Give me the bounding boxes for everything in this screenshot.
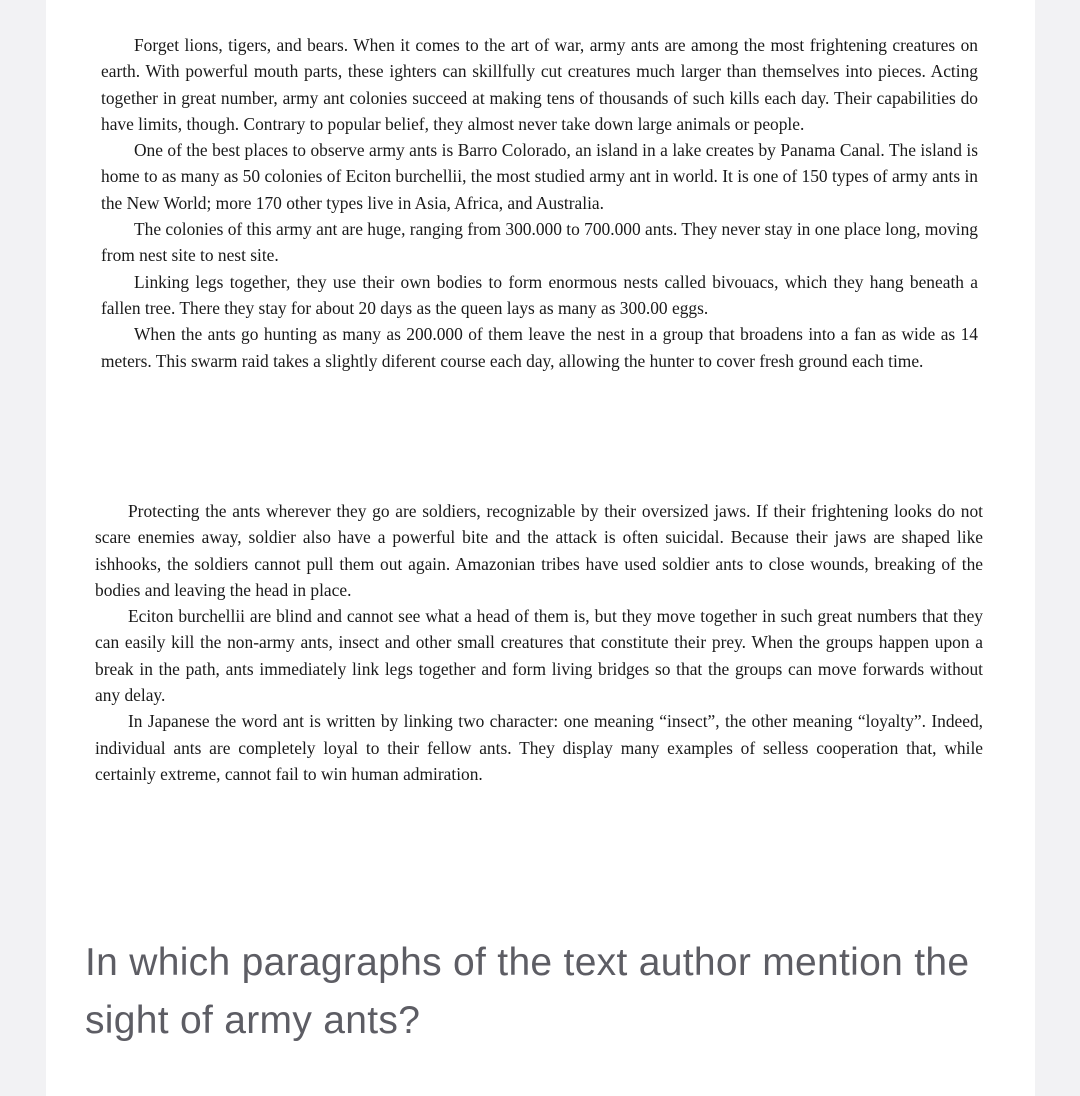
paragraph-8: In Japanese the word ant is written by linking two character: one meaning “insect”, the other meaning “loyalty”. Indeed, individual ants are completely loyal to their fellow ants. They display many examples of selless cooperation that, while certainly extreme, cannot fail to win human admiration.: [95, 711, 983, 784]
paragraph-1: Forget lions, tigers, and bears. When it comes to the art of war, army ants are among the most frightening creatures on earth. With powerful mouth parts, these ighters can skillfully cut creatures much larger than themselves into pieces. Acting together in great number, army ant colonies succeed at making tens of thousands of such kills each day. Their capabilities do have limits, though. Contrary to popular belief, they almost never take down large animals or people.: [101, 35, 978, 134]
paragraph-7: Eciton burchellii are blind and cannot see what a head of them is, but they move together in such great numbers that they can easily kill the non-army ants, insect and other small creatures that constitute their prey. When the groups happen upon a break in the path, ants immediately link legs together and form living bridges so that the groups can move forwards without any delay.: [95, 606, 983, 706]
paragraph-5: When the ants go hunting as many as 200.000 of them leave the nest in a group that broadens into a fan as wide as 14 meters. This swarm raid takes a slightly diferent course each day, allowing the hunter to cover fresh ground each time.: [101, 324, 978, 371]
paragraph-3: The colonies of this army ant are huge, ranging from 300.000 to 700.000 ants. They never stay in one place long, moving from nest site to nest site.: [101, 219, 978, 266]
paragraph-6: Protecting the ants wherever they go are soldiers, recognizable by their oversized jaws. If their frightening looks do not scare enemies away, soldier also have a powerful bite and the attack is often suicidal. Because their jaws are shaped like ishhooks, the soldiers cannot pull them out again. Amazonian tribes have used soldier ants to close wounds, breaking of the bodies and leaving the head in place.: [95, 501, 983, 600]
paragraph-4: Linking legs together, they use their own bodies to form enormous nests called bivouacs, which they hang beneath a fallen tree. There they stay for about 20 days as the queen lays as many as 300.00 eggs.: [101, 271, 978, 318]
document-text-bottom: [95, 498, 983, 787]
document-text-top: [101, 32, 978, 374]
question-text: In which paragraphs of the text author mention the sight of army ants?: [85, 941, 970, 1042]
paragraph-2: One of the best places to observe army ants is Barro Colorado, an island in a lake creates by Panama Canal. The island is home to as many as 50 colonies of Eciton burchellii, the most studied army ant in world. It is one of 150 types of army ants in the New World; more 170 other types live in Asia, Africa, and Australia.: [101, 140, 978, 213]
